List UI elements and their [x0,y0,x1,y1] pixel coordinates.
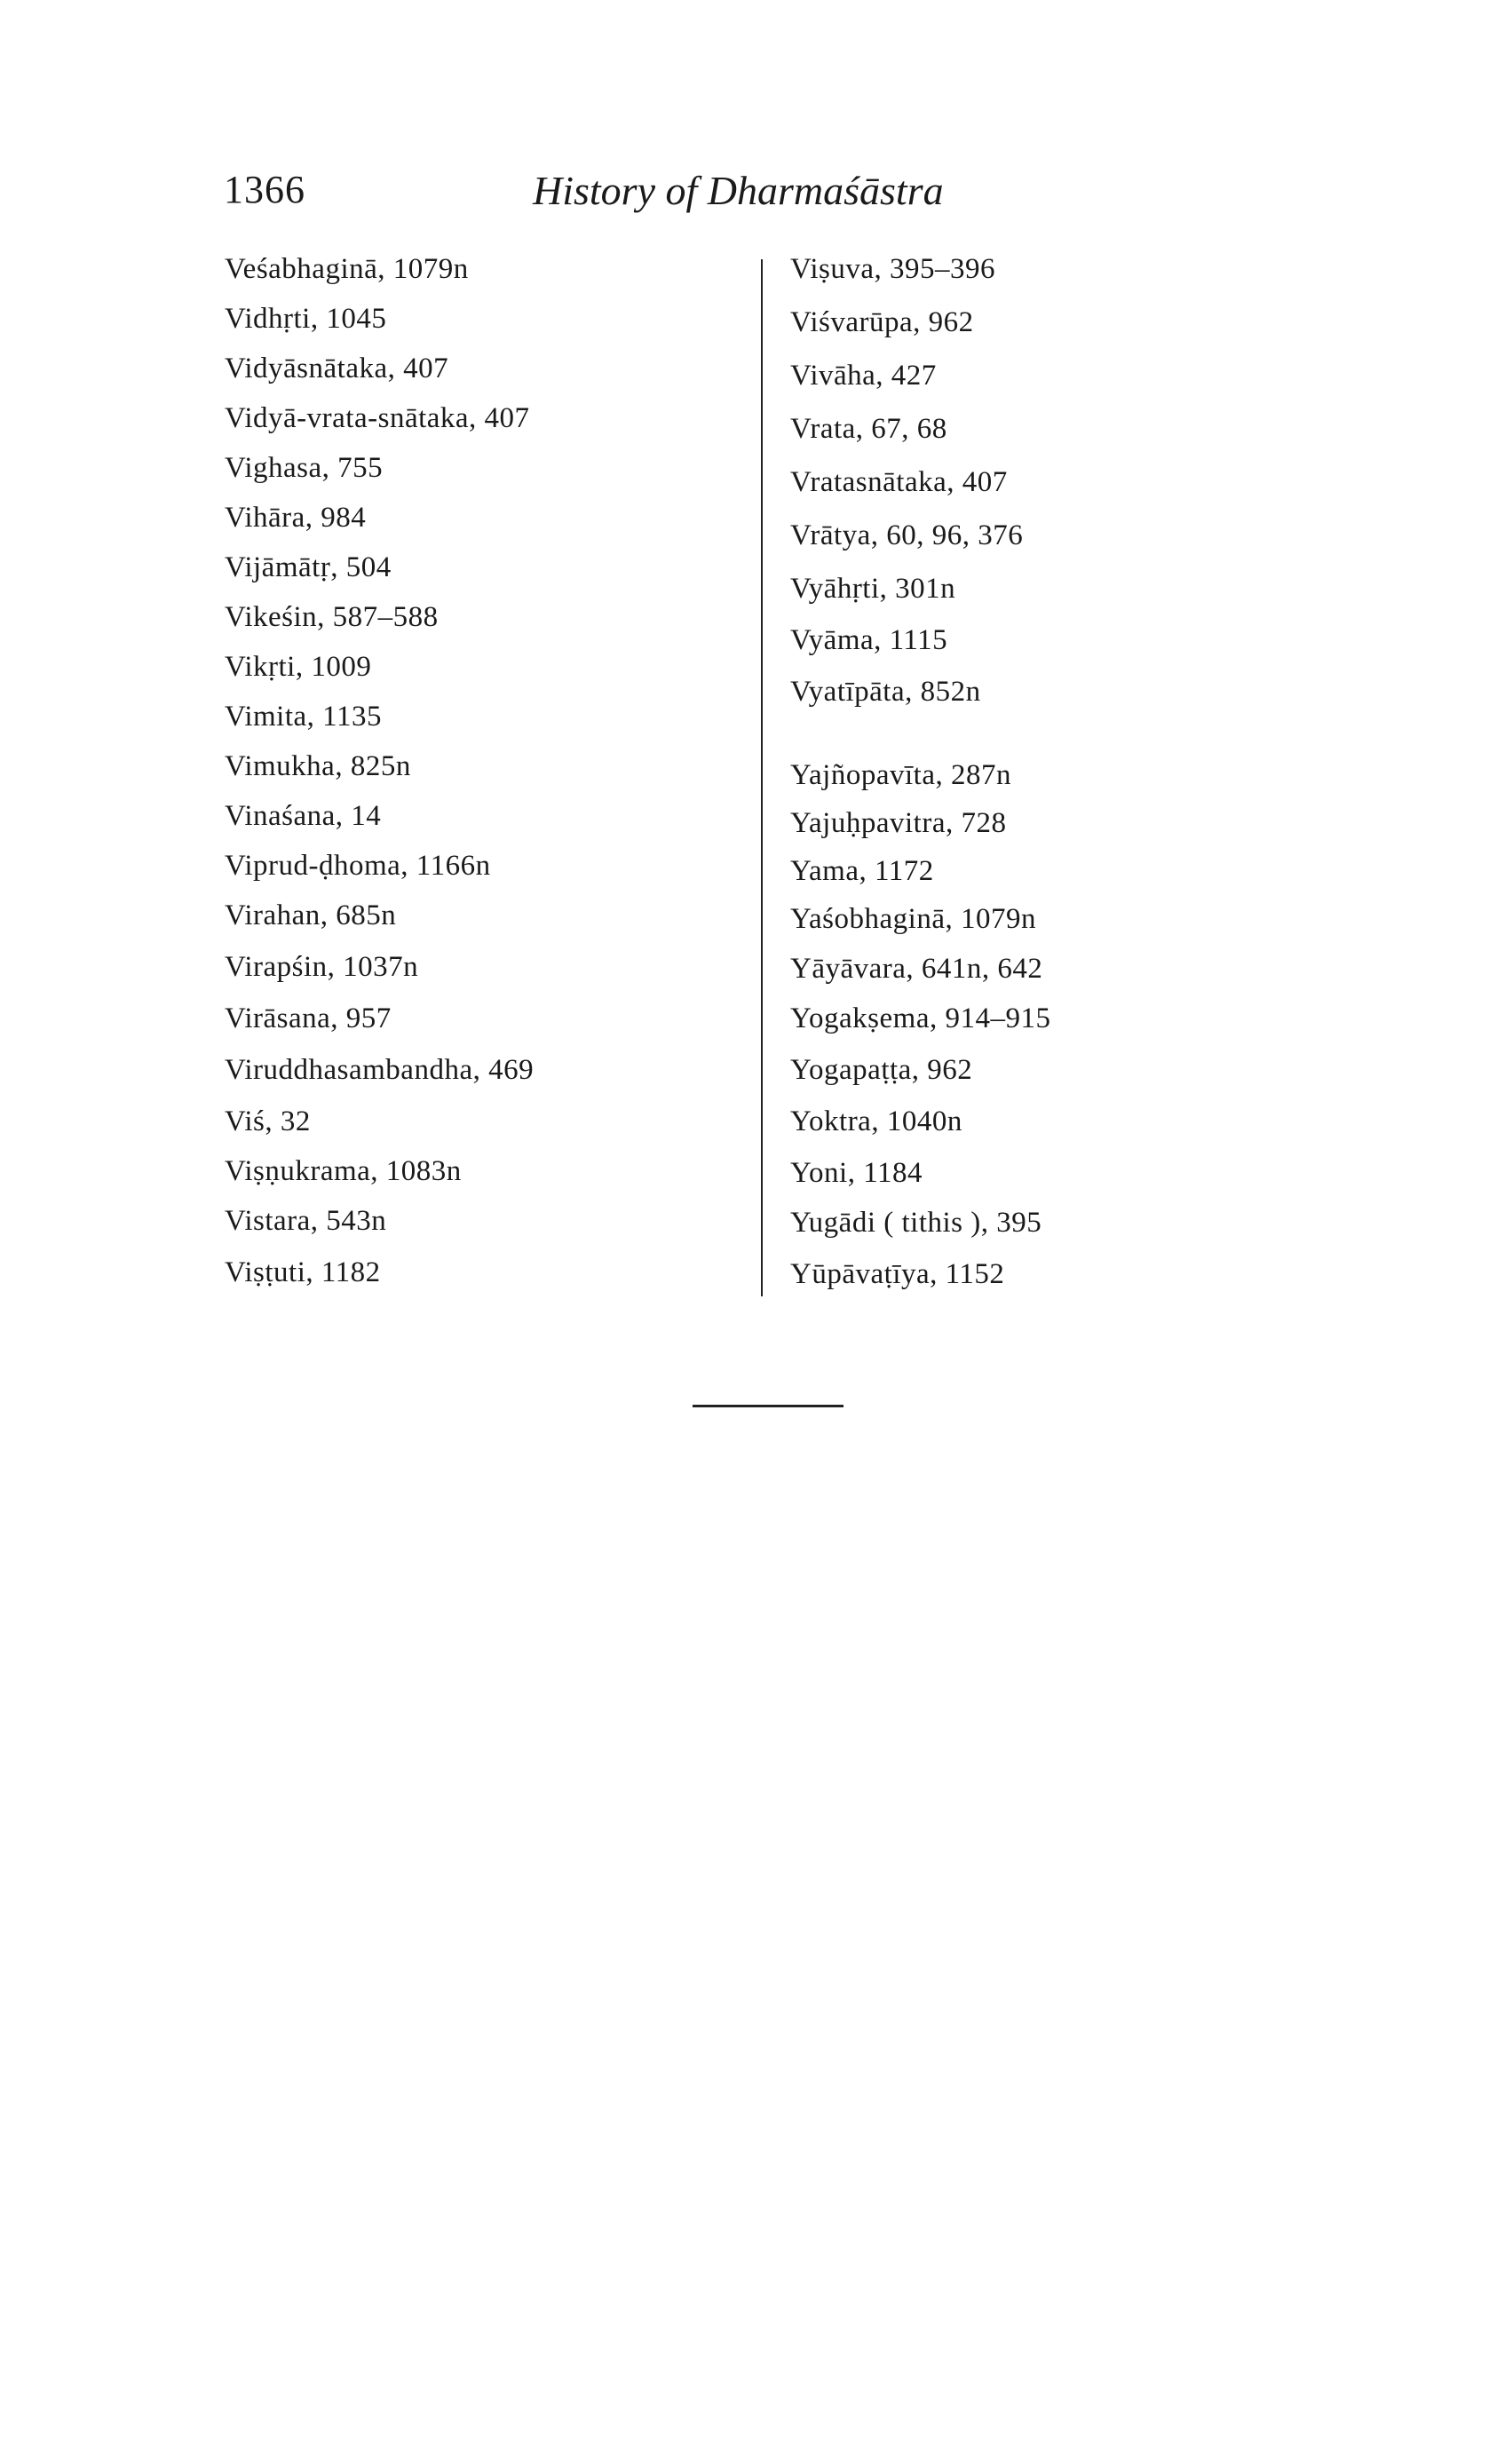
index-entry: Vikṛti, 1009 [225,651,372,683]
index-entry: Vrata, 67, 68 [790,413,947,445]
running-title: History of Dharmaśāstra [533,168,944,213]
index-entry: Viruddhasambandha, 469 [225,1054,535,1086]
index-entry: Virapśin, 1037n [225,951,419,983]
index-entry: Yugādi ( tithis ), 395 [790,1207,1042,1239]
index-entry: Yajñopavīta, 287n [790,759,1011,791]
index-entry: Vivāha, 427 [790,360,937,392]
index-entry: Yoni, 1184 [790,1157,923,1189]
column-divider [761,259,763,1296]
index-entry: Viṣṭuti, 1182 [225,1256,381,1288]
index-entry: Vyatīpāta, 852n [790,676,981,708]
index-entry: Vimukha, 825n [225,750,411,782]
index-entry: Vimita, 1135 [225,701,382,733]
index-entry: Vighasa, 755 [225,452,384,484]
index-entry: Vidyā-vrata-snātaka, 407 [225,402,530,434]
index-entry: Yaśobhaginā, 1079n [790,903,1036,935]
index-entry: Vratasnātaka, 407 [790,466,1008,498]
index-entry: Vihāra, 984 [225,502,367,534]
index-entry: Viṣṇukrama, 1083n [225,1155,462,1187]
index-entry: Yajuḥpavitra, 728 [790,807,1007,839]
index-entry: Veśabhaginā, 1079n [225,253,469,285]
end-of-section-rule [693,1405,844,1407]
index-entry: Vijāmātṛ, 504 [225,551,392,583]
index-entry: Viś, 32 [225,1105,311,1137]
index-entry: Vyāma, 1115 [790,624,948,656]
index-entry: Viprud-ḍhoma, 1166n [225,850,491,882]
index-entry: Vidyāsnātaka, 407 [225,353,449,384]
index-entry: Virahan, 685n [225,899,397,931]
index-entry: Viṣuva, 395–396 [790,253,996,285]
index-entry: Vidhṛti, 1045 [225,303,387,335]
index-entry: Vistara, 543n [225,1205,387,1237]
index-entry: Virāsana, 957 [225,1002,392,1034]
index-entry: Yūpāvaṭīya, 1152 [790,1258,1005,1290]
index-entry: Yoktra, 1040n [790,1105,962,1137]
index-entry: Vyāhṛti, 301n [790,573,956,605]
index-entry: Yama, 1172 [790,855,934,887]
page-number: 1366 [224,168,305,211]
index-entry: Yogapaṭṭa, 962 [790,1054,973,1086]
index-entry: Vrātya, 60, 96, 376 [790,519,1024,551]
index-entry: Yogakṣema, 914–915 [790,1002,1051,1034]
index-entry: Yāyāvara, 641n, 642 [790,953,1043,985]
index-entry: Vikeśin, 587–588 [225,601,439,633]
index-entry: Viśvarūpa, 962 [790,306,974,338]
index-entry: Vinaśana, 14 [225,800,382,832]
